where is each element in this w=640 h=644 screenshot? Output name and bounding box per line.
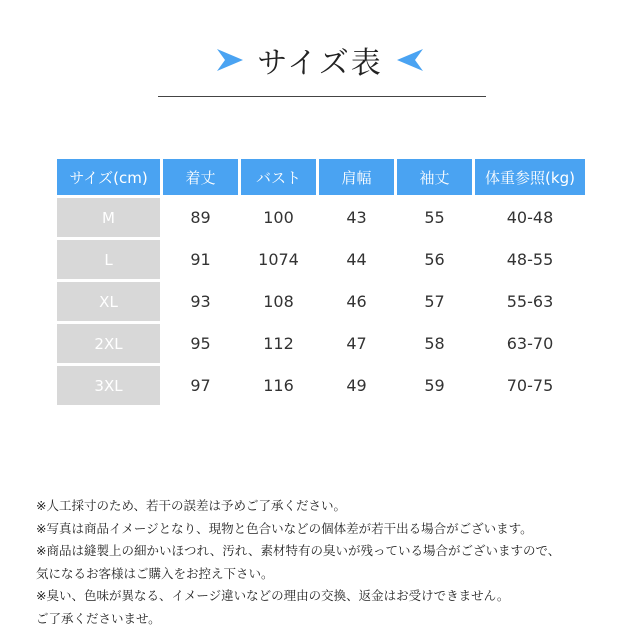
cell-weight: 63-70 — [506, 334, 554, 353]
header-weight: 体重参照(kg) — [475, 159, 585, 195]
cell-bust: 1074 — [258, 250, 299, 269]
cell-bust: 108 — [263, 292, 294, 311]
cell-bust: 116 — [263, 376, 294, 395]
header-length: 着丈 — [163, 159, 238, 195]
cell-weight: 70-75 — [506, 376, 554, 395]
cell-length: 91 — [190, 250, 211, 269]
cell-bust: 112 — [263, 334, 294, 353]
cell-sleeve: 55 — [424, 208, 445, 227]
table-row — [57, 240, 585, 279]
table-row — [57, 198, 585, 237]
cell-sleeve: 57 — [424, 292, 445, 311]
row-size-label: XL — [57, 282, 160, 321]
cell-length: 97 — [190, 376, 211, 395]
header-sleeve: 袖丈 — [397, 159, 472, 195]
note-line: ※写真は商品イメージとなり、現物と色合いなどの個体差が若干出る場合がございます。 — [36, 520, 533, 536]
chevron-left-icon — [393, 45, 427, 75]
cell-sleeve: 59 — [424, 376, 445, 395]
cell-sleeve: 58 — [424, 334, 445, 353]
cell-weight: 55-63 — [506, 292, 554, 311]
cell-weight: 48-55 — [506, 250, 554, 269]
note-line: ご了承くださいませ。 — [36, 610, 161, 626]
note-line: ※人工採寸のため、若干の誤差は予めご了承ください。 — [36, 498, 346, 513]
table-row — [57, 324, 585, 363]
table-header-row — [57, 159, 585, 195]
cell-length: 93 — [190, 292, 211, 311]
table-row — [57, 282, 585, 321]
chevron-right-icon — [213, 45, 247, 75]
row-size-label: M — [57, 198, 160, 237]
cell-bust: 100 — [263, 208, 294, 227]
notes-block — [36, 495, 626, 631]
cell-sleeve: 56 — [424, 250, 445, 269]
size-table — [54, 156, 588, 408]
cell-shoulder: 43 — [346, 208, 367, 227]
note-line: ※商品は縫製上の細かいほつれ、汚れ、素材特有の臭いが残っている場合がございますので、 — [36, 543, 561, 559]
cell-shoulder: 49 — [346, 376, 367, 395]
row-size-label: 3XL — [57, 366, 160, 405]
cell-shoulder: 44 — [346, 250, 367, 269]
cell-weight: 40-48 — [506, 208, 554, 227]
header-size: サイズ(cm) — [57, 159, 160, 195]
row-size-label: 2XL — [57, 324, 160, 363]
header-shoulder: 肩幅 — [319, 159, 394, 195]
cell-length: 89 — [190, 208, 211, 227]
row-size-label: L — [57, 240, 160, 279]
cell-shoulder: 46 — [346, 292, 367, 311]
title-divider — [158, 96, 486, 97]
cell-length: 95 — [190, 334, 211, 353]
note-line: ※臭い、色味が異なる、イメージ違いなどの理由の交換、返金はお受けできません。 — [36, 588, 510, 604]
table-row — [57, 366, 585, 405]
header-bust: バスト — [241, 159, 316, 195]
cell-shoulder: 47 — [346, 334, 367, 353]
page-title-area — [0, 36, 640, 84]
page-title: サイズ表 — [257, 46, 383, 81]
note-line: 気になるお客様はご購入をお控え下さい。 — [36, 565, 274, 581]
